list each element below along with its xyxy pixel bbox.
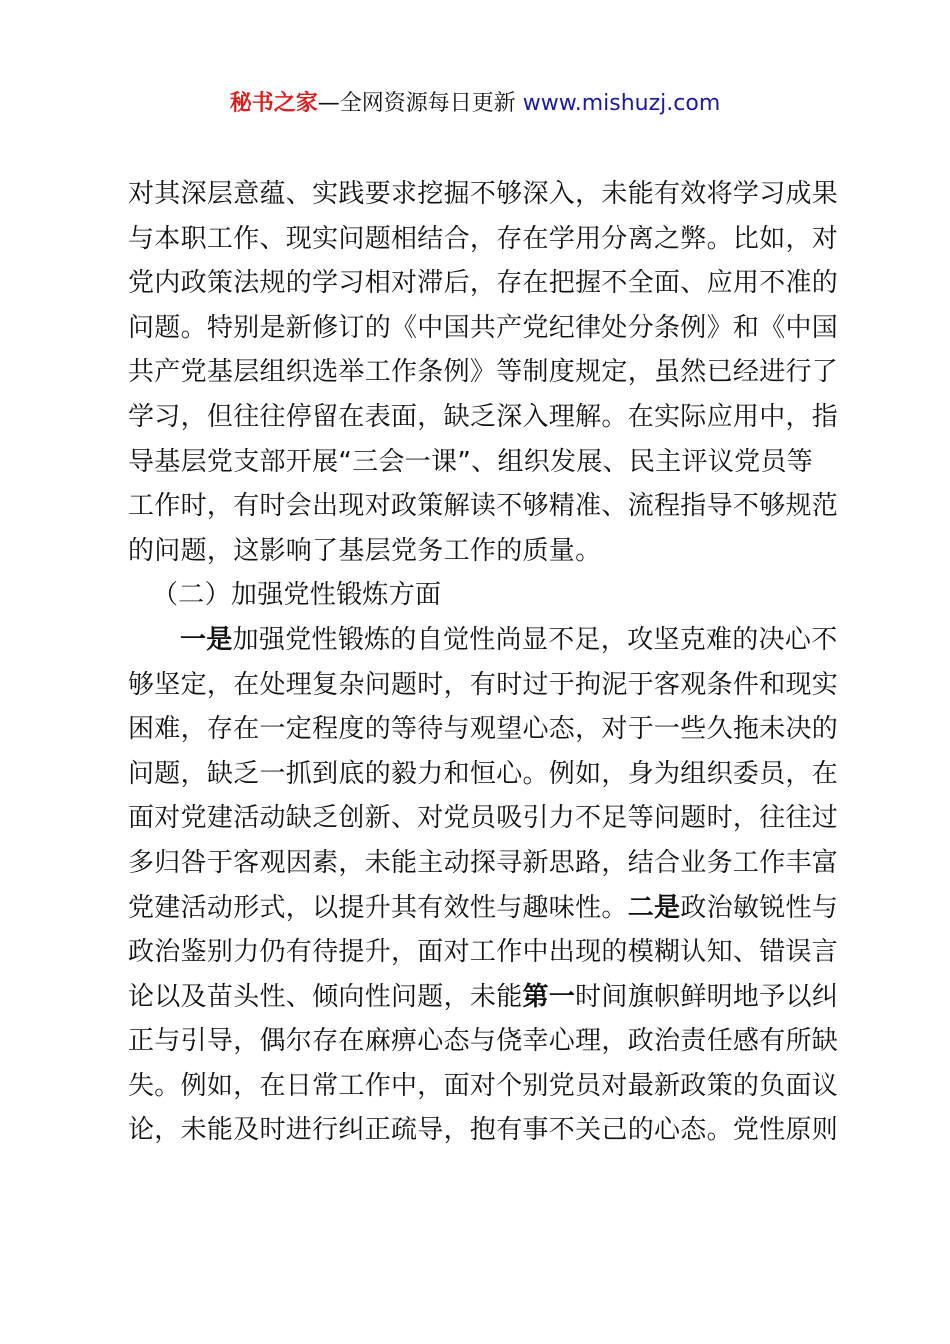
text-line	[128, 350, 839, 395]
text-segment: 政治敏锐性与	[680, 892, 839, 923]
text-segment: 的问题，这影响了基层党务工作的质量。	[128, 535, 602, 566]
text-line	[128, 1064, 839, 1109]
header-brand: 秘书之家	[229, 91, 318, 116]
text-segment: 困难，存在一定程度的等待与观望心态，对于一些久拖未决的	[128, 714, 839, 745]
text-segment: 够坚定，在处理复杂问题时，有时过于拘泥于客观条件和现实	[128, 669, 839, 700]
text-line	[128, 261, 839, 306]
text-line	[128, 1108, 839, 1153]
header-url[interactable]: www.mishuzj.com	[522, 91, 721, 116]
text-segment: 论，未能及时进行纠正疏导，抱有事不关己的心态。党性原则	[128, 1115, 839, 1146]
text-line	[128, 484, 839, 529]
text-line	[128, 752, 839, 797]
text-segment: 学习，但往往停留在表面，缺乏深入理解。在实际应用中，指	[128, 401, 839, 432]
text-segment: 工作时，有时会出现对政策解读不够精准、流程指导不够规范	[128, 491, 839, 522]
text-line	[128, 306, 839, 351]
text-segment: 多归咎于客观因素，未能主动探寻新思路，结合业务工作丰富	[128, 847, 839, 878]
document-body	[128, 172, 839, 1153]
text-segment: 失。例如，在日常工作中，面对个别党员对最新政策的负面议	[128, 1070, 839, 1101]
text-line	[128, 529, 834, 574]
text-segment: 论以及苗头性、倾向性问题，未能	[128, 981, 523, 1012]
section-heading	[128, 573, 834, 618]
page-header	[0, 84, 950, 124]
text-segment: 面对党建活动缺乏创新、对党员吸引力不足等问题时，往往过	[128, 803, 839, 834]
text-segment: 时间旗帜鲜明地予以纠	[575, 981, 839, 1012]
text-segment: 导基层党支部开展“三会一课”、组织发展、民主评议党员等	[128, 446, 814, 477]
text-segment: 正与引导，偶尔存在麻痹心态与侥幸心理，政治责任感有所缺	[128, 1026, 839, 1057]
text-line	[128, 395, 839, 440]
text-line	[128, 663, 839, 708]
text-segment: 党建活动形式，以提升其有效性与趣味性。	[128, 892, 628, 923]
text-line	[128, 1019, 839, 1064]
text-segment: 共产党基层组织选举工作条例》等制度规定，虽然已经进行了	[128, 357, 839, 388]
text-line	[128, 618, 838, 663]
text-segment: 与本职工作、现实问题相结合，存在学用分离之弊。比如，对	[128, 223, 839, 254]
text-line	[128, 975, 839, 1020]
text-line	[128, 172, 839, 217]
text-line	[128, 217, 839, 262]
text-segment: 对其深层意蕴、实践要求挖掘不够深入，未能有效将学习成果	[128, 179, 839, 209]
text-segment: 加强党性锻炼的自觉性尚显不足，攻坚克难的决心不	[232, 624, 838, 655]
text-segment: 政治鉴别力仍有待提升，面对工作中出现的模糊认知、错误言	[128, 937, 839, 968]
header-tagline: —全网资源每日更新	[317, 91, 523, 116]
text-line	[128, 796, 839, 841]
bold-marker: 一是	[180, 624, 233, 655]
text-line	[128, 707, 839, 752]
text-line	[128, 841, 839, 886]
text-segment: 党内政策法规的学习相对滞后，存在把握不全面、应用不准的	[128, 268, 839, 299]
bold-marker: 二是	[627, 892, 681, 923]
text-segment: （二）加强党性锻炼方面	[152, 580, 442, 611]
text-segment: 问题。特别是新修订的《中国共产党纪律处分条例》和《中国	[128, 312, 839, 343]
text-line	[128, 440, 834, 485]
text-line	[128, 886, 839, 931]
text-line	[128, 930, 839, 975]
bold-marker: 第一	[522, 981, 576, 1012]
text-segment: 问题，缺乏一抓到底的毅力和恒心。例如，身为组织委员，在	[128, 758, 839, 789]
